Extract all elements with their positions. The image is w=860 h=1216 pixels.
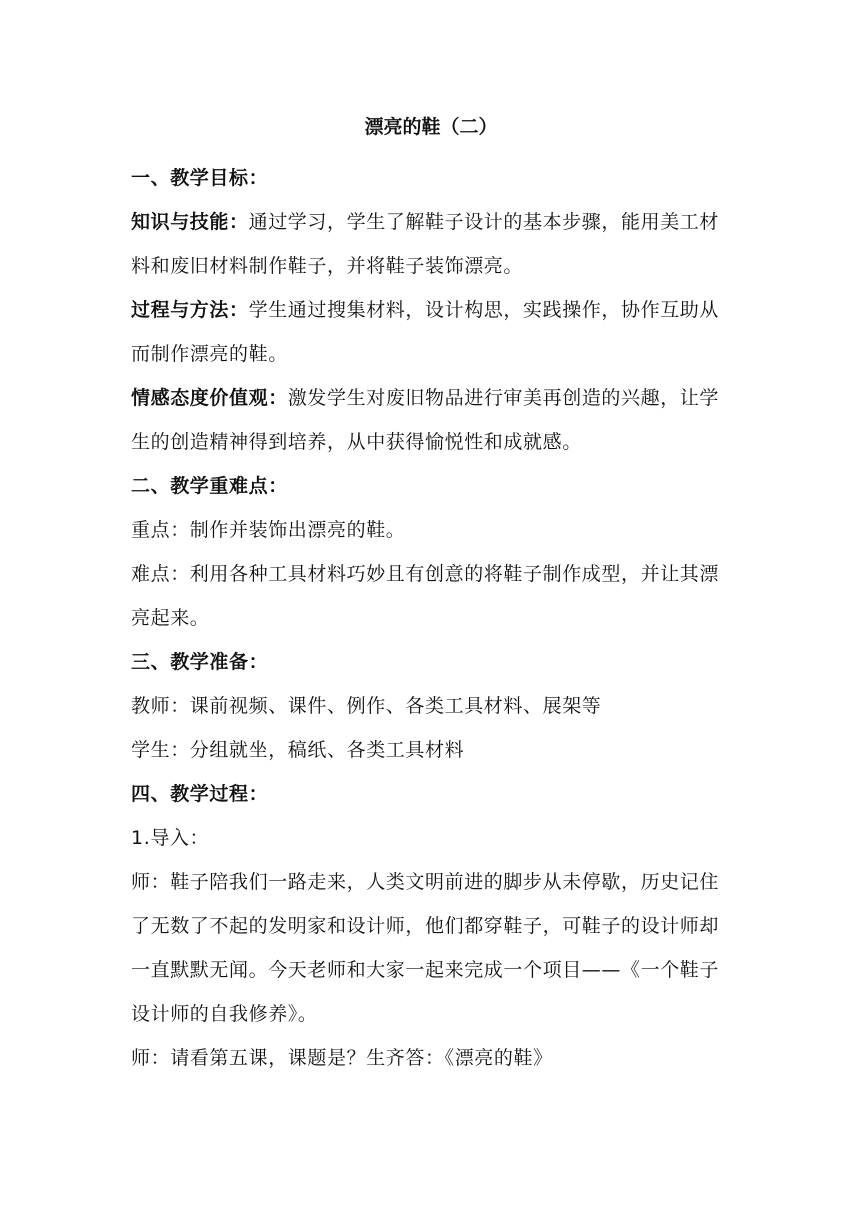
key-point-line: 重点：制作并装饰出漂亮的鞋。 (131, 519, 406, 541)
difficulty-line-2: 亮起来。 (131, 607, 210, 629)
goal-process-line-2: 而制作漂亮的鞋。 (131, 343, 288, 365)
goal-emotion-line-1 (131, 376, 731, 420)
section-heading-key-points: 二、教学重难点： (131, 475, 288, 497)
goal-process-label: 过程与方法： (131, 299, 249, 321)
goal-process-line-1 (131, 288, 731, 332)
difficulty-line-1: 难点：利用各种工具材料巧妙且有创意的将鞋子制作成型，并让其漂 (131, 563, 720, 585)
para1-line-3: 一直默默无闻。今天老师和大家一起来完成一个项目——《一个鞋子 (131, 959, 720, 981)
para2-line-1: 师：请看第五课，课题是？生齐答：《漂亮的鞋》 (131, 1047, 553, 1069)
section-heading-preparation: 三、教学准备： (131, 651, 269, 673)
para1-line-4: 设计师的自我修养》。 (131, 1003, 318, 1025)
para1-line-2: 了无数了不起的发明家和设计师，他们都穿鞋子，可鞋子的设计师却 (131, 915, 720, 937)
goal-emotion-label: 情感态度价值观： (131, 387, 288, 409)
step-1-heading: 1.导入： (131, 827, 210, 849)
goal-knowledge-label: 知识与技能： (131, 211, 249, 233)
goal-knowledge-line-2: 料和废旧材料制作鞋子，并将鞋子装饰漂亮。 (131, 255, 524, 277)
prep-student-line: 学生：分组就坐，稿纸、各类工具材料 (131, 739, 465, 761)
para1-line-1: 师：鞋子陪我们一路走来，人类文明前进的脚步从未停歇，历史记住 (131, 871, 720, 893)
prep-teacher-line: 教师：课前视频、课件、例作、各类工具材料、展架等 (131, 695, 602, 717)
goal-knowledge-text-1: 通过学习，学生了解鞋子设计的基本步骤，能用美工材 (248, 211, 720, 233)
goal-process-text-1: 学生通过搜集材料，设计构思，实践操作，协作互助从 (248, 299, 720, 321)
section-heading-objectives: 一、教学目标： (131, 167, 269, 189)
goal-knowledge-line-1 (131, 200, 731, 244)
goal-emotion-text-1: 激发学生对废旧物品进行审美再创造的兴趣，让学 (287, 387, 720, 409)
section-heading-process: 四、教学过程： (131, 783, 269, 805)
document-page (131, 112, 731, 1080)
goal-emotion-line-2: 生的创造精神得到培养，从中获得愉悦性和成就感。 (131, 431, 582, 453)
document-title: 漂亮的鞋（二） (364, 116, 498, 138)
